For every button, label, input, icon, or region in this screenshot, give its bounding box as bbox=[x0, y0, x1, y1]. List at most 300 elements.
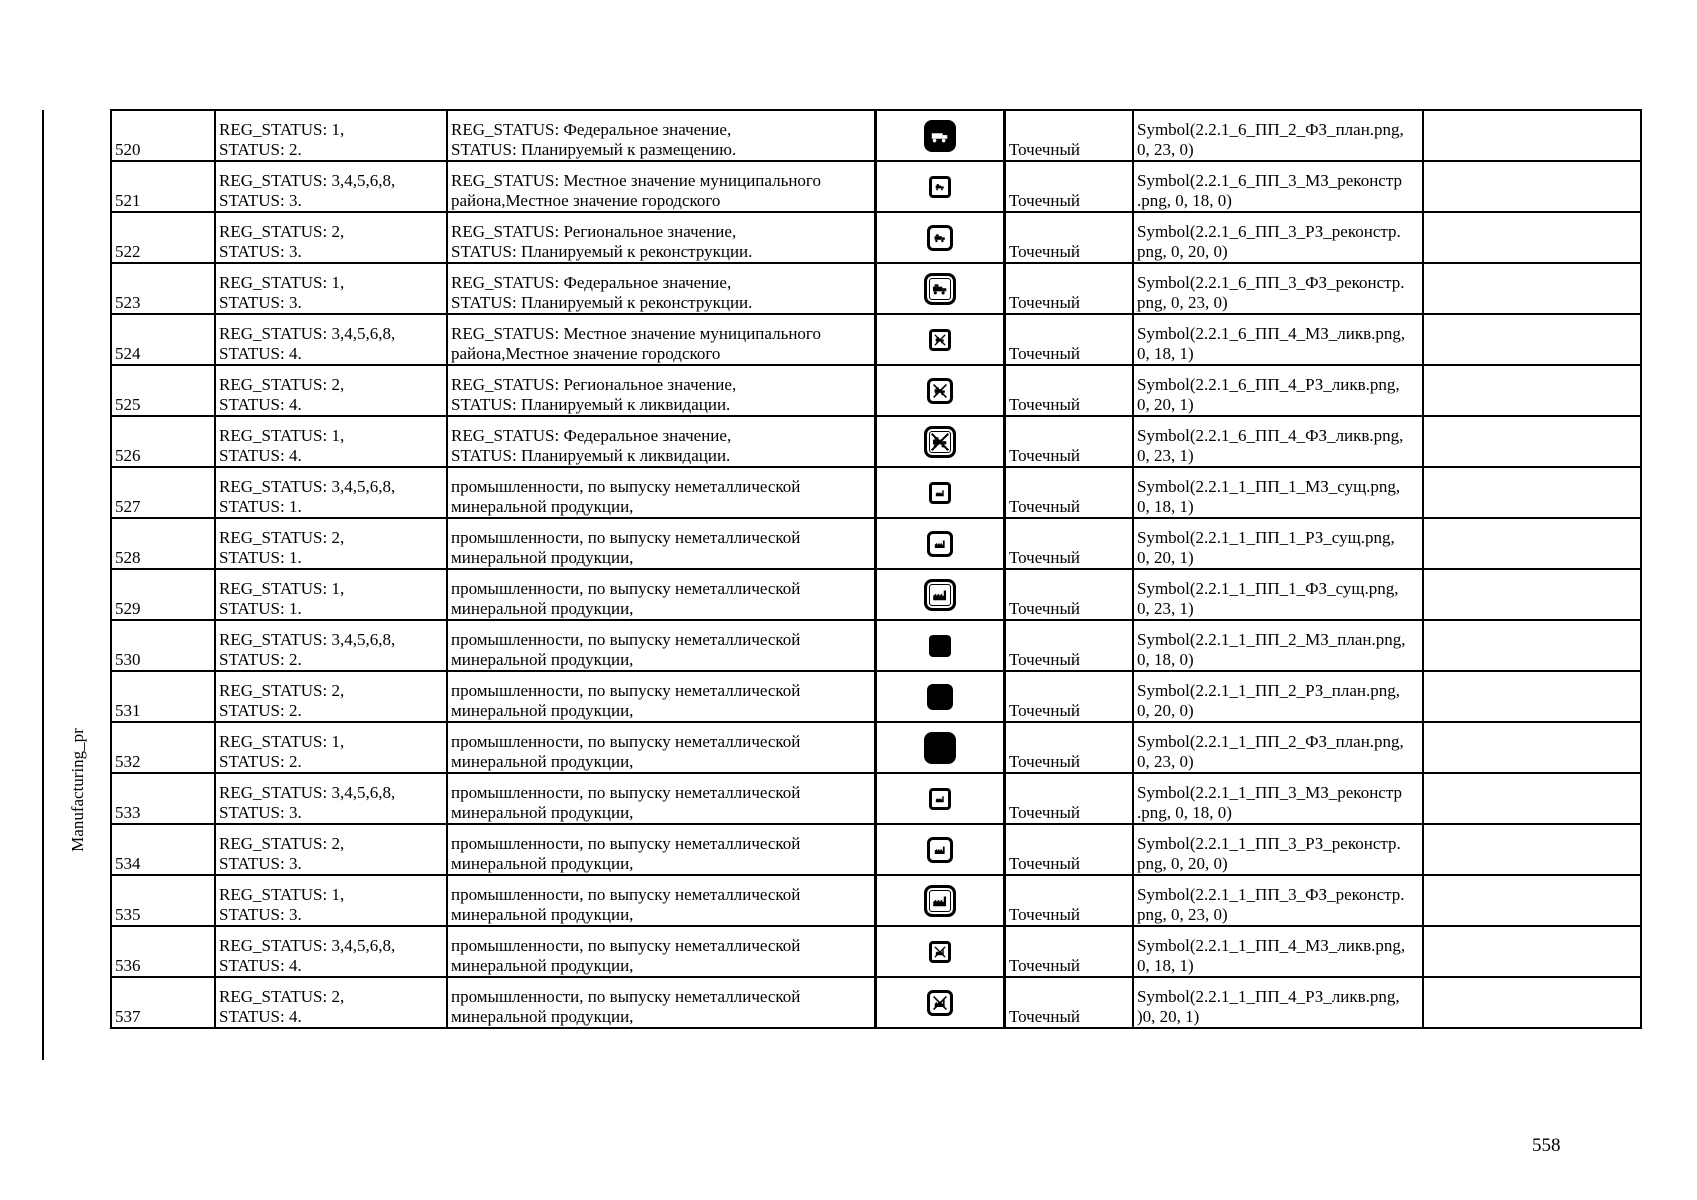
symbol-icon-cell bbox=[876, 875, 1005, 926]
symbol-spec-line-2: .png, 0, 18, 0) bbox=[1137, 191, 1232, 210]
symbol-spec-text bbox=[1137, 171, 1419, 211]
description-text bbox=[451, 630, 871, 670]
description-line-1: промышленности, по выпуску неметаллической bbox=[451, 987, 801, 1006]
description-line-2: района,Местное значение городского bbox=[451, 191, 721, 210]
row-number-cell bbox=[111, 467, 215, 518]
symbol-spec-line-2: 0, 20, 1) bbox=[1137, 395, 1194, 414]
symbol-spec-line-2: 0, 18, 1) bbox=[1137, 956, 1194, 975]
symbol-spec-line-1: Symbol(2.2.1_1_ПП_2_РЗ_план.png, bbox=[1137, 681, 1401, 700]
description-text bbox=[451, 528, 871, 568]
vehicle-liquidation-federal-icon bbox=[924, 426, 956, 458]
row-number: 534 bbox=[115, 854, 141, 873]
symbol-icon-cell bbox=[876, 314, 1005, 365]
description-text bbox=[451, 783, 871, 823]
table-row bbox=[111, 722, 1641, 773]
symbol-spec-cell bbox=[1133, 467, 1423, 518]
symbol-spec-cell bbox=[1133, 875, 1423, 926]
row-number-cell bbox=[111, 161, 215, 212]
row-number: 526 bbox=[115, 446, 141, 465]
row-number: 520 bbox=[115, 140, 141, 159]
codes-cell bbox=[215, 671, 447, 722]
symbol-spec-line-1: Symbol(2.2.1_1_ПП_2_ФЗ_план.png, bbox=[1137, 732, 1404, 751]
description-line-1: промышленности, по выпуску неметаллической bbox=[451, 477, 801, 496]
symbol-icon-cell bbox=[876, 620, 1005, 671]
empty-cell bbox=[1423, 365, 1641, 416]
description-line-1: REG_STATUS: Региональное значение, bbox=[451, 375, 737, 394]
geometry-type: Точечный bbox=[1009, 242, 1081, 261]
empty-cell bbox=[1423, 722, 1641, 773]
table-row bbox=[111, 773, 1641, 824]
codes-cell bbox=[215, 569, 447, 620]
symbol-spec-cell bbox=[1133, 212, 1423, 263]
table-row bbox=[111, 518, 1641, 569]
side-label: Manufacturing_pr bbox=[68, 728, 87, 852]
description-line-2: минеральной продукции, bbox=[451, 548, 634, 567]
geometry-type-cell bbox=[1005, 416, 1134, 467]
symbol-spec-text bbox=[1137, 885, 1419, 925]
factory-reconstruction-local-icon bbox=[929, 788, 951, 810]
symbol-spec-line-2: 0, 23, 1) bbox=[1137, 599, 1194, 618]
description-text bbox=[451, 273, 871, 313]
factory-liquidation-regional-icon bbox=[927, 990, 953, 1016]
codes-line-1: REG_STATUS: 1, bbox=[219, 273, 345, 292]
table-row bbox=[111, 365, 1641, 416]
geometry-type-cell bbox=[1005, 875, 1134, 926]
description-cell bbox=[447, 467, 876, 518]
symbol-spec-cell bbox=[1133, 671, 1423, 722]
geometry-type-cell bbox=[1005, 722, 1134, 773]
geometry-type: Точечный bbox=[1009, 293, 1081, 312]
geometry-type-cell bbox=[1005, 518, 1134, 569]
empty-cell bbox=[1423, 467, 1641, 518]
description-cell bbox=[447, 620, 876, 671]
codes-text bbox=[219, 477, 443, 517]
empty-cell bbox=[1423, 569, 1641, 620]
table-body bbox=[111, 110, 1641, 1028]
symbol-spec-line-1: Symbol(2.2.1_6_ПП_3_МЗ_реконстр bbox=[1137, 171, 1402, 190]
codes-line-2: STATUS: 4. bbox=[219, 1007, 302, 1026]
factory-planned-local-icon bbox=[929, 635, 951, 657]
description-text bbox=[451, 324, 871, 364]
factory-planned-regional-icon bbox=[927, 684, 953, 710]
geometry-type: Точечный bbox=[1009, 803, 1081, 822]
description-line-1: REG_STATUS: Федеральное значение, bbox=[451, 273, 732, 292]
row-number: 521 bbox=[115, 191, 141, 210]
symbol-spec-cell bbox=[1133, 722, 1423, 773]
geometry-type-cell bbox=[1005, 212, 1134, 263]
vehicle-reconstruction-regional-icon bbox=[927, 225, 953, 251]
codes-line-2: STATUS: 1. bbox=[219, 497, 302, 516]
codes-line-2: STATUS: 4. bbox=[219, 956, 302, 975]
symbol-spec-line-2: .png, 0, 18, 0) bbox=[1137, 803, 1232, 822]
codes-line-1: REG_STATUS: 2, bbox=[219, 528, 345, 547]
codes-text bbox=[219, 834, 443, 874]
geometry-type: Точечный bbox=[1009, 956, 1081, 975]
description-line-2: района,Местное значение городского bbox=[451, 344, 721, 363]
description-line-1: REG_STATUS: Федеральное значение, bbox=[451, 120, 732, 139]
codes-line-2: STATUS: 2. bbox=[219, 701, 302, 720]
symbol-spec-cell bbox=[1133, 161, 1423, 212]
codes-cell bbox=[215, 161, 447, 212]
symbol-spec-line-2: png, 0, 20, 0) bbox=[1137, 854, 1228, 873]
symbol-spec-line-2: 0, 18, 0) bbox=[1137, 650, 1194, 669]
description-text bbox=[451, 477, 871, 517]
empty-cell bbox=[1423, 926, 1641, 977]
codes-text bbox=[219, 579, 443, 619]
description-cell bbox=[447, 875, 876, 926]
row-number-cell bbox=[111, 671, 215, 722]
description-text bbox=[451, 885, 871, 925]
description-cell bbox=[447, 161, 876, 212]
description-cell bbox=[447, 212, 876, 263]
symbol-spec-text bbox=[1137, 681, 1419, 721]
description-text bbox=[451, 171, 871, 211]
description-cell bbox=[447, 926, 876, 977]
description-text bbox=[451, 579, 871, 619]
codes-cell bbox=[215, 365, 447, 416]
symbol-spec-cell bbox=[1133, 314, 1423, 365]
symbol-spec-line-2: 0, 23, 0) bbox=[1137, 752, 1194, 771]
description-line-2: минеральной продукции, bbox=[451, 599, 634, 618]
symbol-spec-line-2: 0, 23, 0) bbox=[1137, 140, 1194, 159]
symbol-spec-line-2: 0, 18, 1) bbox=[1137, 497, 1194, 516]
codes-line-2: STATUS: 2. bbox=[219, 752, 302, 771]
empty-cell bbox=[1423, 773, 1641, 824]
symbol-icon-cell bbox=[876, 671, 1005, 722]
symbol-icon-cell bbox=[876, 110, 1005, 161]
symbol-spec-text bbox=[1137, 477, 1419, 517]
row-number-cell bbox=[111, 875, 215, 926]
symbol-table bbox=[110, 109, 1642, 1029]
description-text bbox=[451, 834, 871, 874]
geometry-type-cell bbox=[1005, 365, 1134, 416]
table-row bbox=[111, 926, 1641, 977]
row-number: 529 bbox=[115, 599, 141, 618]
symbol-spec-text bbox=[1137, 426, 1419, 466]
factory-reconstruction-regional-icon bbox=[927, 837, 953, 863]
symbol-icon-cell bbox=[876, 161, 1005, 212]
codes-line-1: REG_STATUS: 1, bbox=[219, 120, 345, 139]
description-text bbox=[451, 120, 871, 160]
empty-cell bbox=[1423, 161, 1641, 212]
codes-line-1: REG_STATUS: 2, bbox=[219, 375, 345, 394]
codes-cell bbox=[215, 467, 447, 518]
row-number-cell bbox=[111, 773, 215, 824]
codes-text bbox=[219, 375, 443, 415]
codes-line-2: STATUS: 4. bbox=[219, 344, 302, 363]
geometry-type: Точечный bbox=[1009, 446, 1081, 465]
geometry-type-cell bbox=[1005, 161, 1134, 212]
codes-text bbox=[219, 120, 443, 160]
symbol-spec-text bbox=[1137, 732, 1419, 772]
symbol-spec-line-1: Symbol(2.2.1_6_ПП_4_МЗ_ликв.png, bbox=[1137, 324, 1406, 343]
codes-line-2: STATUS: 3. bbox=[219, 803, 302, 822]
codes-cell bbox=[215, 773, 447, 824]
empty-cell bbox=[1423, 620, 1641, 671]
description-cell bbox=[447, 416, 876, 467]
description-line-2: STATUS: Планируемый к ликвидации. bbox=[451, 446, 731, 465]
factory-existing-local-icon bbox=[929, 482, 951, 504]
codes-line-1: REG_STATUS: 3,4,5,6,8, bbox=[219, 171, 396, 190]
description-cell bbox=[447, 977, 876, 1028]
geometry-type: Точечный bbox=[1009, 191, 1081, 210]
codes-line-2: STATUS: 3. bbox=[219, 293, 302, 312]
symbol-icon-cell bbox=[876, 263, 1005, 314]
symbol-spec-cell bbox=[1133, 773, 1423, 824]
row-number: 527 bbox=[115, 497, 141, 516]
codes-text bbox=[219, 630, 443, 670]
empty-cell bbox=[1423, 671, 1641, 722]
table-row bbox=[111, 212, 1641, 263]
table-row bbox=[111, 875, 1641, 926]
codes-text bbox=[219, 273, 443, 313]
description-cell bbox=[447, 722, 876, 773]
factory-planned-federal-icon bbox=[924, 732, 956, 764]
codes-line-1: REG_STATUS: 3,4,5,6,8, bbox=[219, 477, 396, 496]
geometry-type: Точечный bbox=[1009, 752, 1081, 771]
description-line-2: минеральной продукции, bbox=[451, 752, 634, 771]
codes-line-2: STATUS: 2. bbox=[219, 140, 302, 159]
description-line-1: промышленности, по выпуску неметаллической bbox=[451, 732, 801, 751]
description-cell bbox=[447, 773, 876, 824]
description-line-2: минеральной продукции, bbox=[451, 1007, 634, 1026]
empty-cell bbox=[1423, 875, 1641, 926]
description-line-1: промышленности, по выпуску неметаллической bbox=[451, 834, 801, 853]
table-row bbox=[111, 161, 1641, 212]
symbol-spec-line-2: png, 0, 23, 0) bbox=[1137, 293, 1228, 312]
vehicle-planned-federal-icon bbox=[924, 120, 956, 152]
symbol-spec-line-1: Symbol(2.2.1_6_ПП_4_РЗ_ликв.png, bbox=[1137, 375, 1400, 394]
symbol-icon-cell bbox=[876, 569, 1005, 620]
row-number: 525 bbox=[115, 395, 141, 414]
symbol-spec-text bbox=[1137, 630, 1419, 670]
symbol-icon-cell bbox=[876, 773, 1005, 824]
symbol-icon-cell bbox=[876, 722, 1005, 773]
symbol-spec-text bbox=[1137, 273, 1419, 313]
codes-line-1: REG_STATUS: 1, bbox=[219, 426, 345, 445]
table-row bbox=[111, 977, 1641, 1028]
codes-line-2: STATUS: 1. bbox=[219, 548, 302, 567]
empty-cell bbox=[1423, 314, 1641, 365]
description-line-2: минеральной продукции, bbox=[451, 803, 634, 822]
row-number-cell bbox=[111, 977, 215, 1028]
row-number-cell bbox=[111, 110, 215, 161]
codes-text bbox=[219, 681, 443, 721]
description-line-1: промышленности, по выпуску неметаллической bbox=[451, 936, 801, 955]
symbol-spec-line-1: Symbol(2.2.1_6_ПП_3_РЗ_реконстр. bbox=[1137, 222, 1401, 241]
symbol-icon-cell bbox=[876, 365, 1005, 416]
codes-line-1: REG_STATUS: 1, bbox=[219, 732, 345, 751]
geometry-type: Точечный bbox=[1009, 599, 1081, 618]
codes-text bbox=[219, 222, 443, 262]
symbol-spec-cell bbox=[1133, 620, 1423, 671]
symbol-spec-text bbox=[1137, 987, 1419, 1027]
symbol-icon-cell bbox=[876, 824, 1005, 875]
description-cell bbox=[447, 569, 876, 620]
symbol-spec-line-1: Symbol(2.2.1_1_ПП_3_РЗ_реконстр. bbox=[1137, 834, 1401, 853]
description-line-2: STATUS: Планируемый к реконструкции. bbox=[451, 242, 753, 261]
description-line-2: минеральной продукции, bbox=[451, 701, 634, 720]
description-line-1: REG_STATUS: Федеральное значение, bbox=[451, 426, 732, 445]
codes-text bbox=[219, 936, 443, 976]
empty-cell bbox=[1423, 518, 1641, 569]
codes-line-2: STATUS: 1. bbox=[219, 599, 302, 618]
geometry-type-cell bbox=[1005, 569, 1134, 620]
symbol-icon-cell bbox=[876, 518, 1005, 569]
row-number: 522 bbox=[115, 242, 141, 261]
margin-line bbox=[42, 110, 44, 1060]
row-number-cell bbox=[111, 620, 215, 671]
description-cell bbox=[447, 365, 876, 416]
factory-liquidation-local-icon bbox=[929, 941, 951, 963]
codes-cell bbox=[215, 212, 447, 263]
codes-cell bbox=[215, 263, 447, 314]
description-line-1: REG_STATUS: Местное значение муниципального bbox=[451, 324, 821, 343]
symbol-spec-line-2: 0, 23, 1) bbox=[1137, 446, 1194, 465]
description-line-2: минеральной продукции, bbox=[451, 905, 634, 924]
geometry-type: Точечный bbox=[1009, 1007, 1081, 1026]
description-line-1: промышленности, по выпуску неметаллической bbox=[451, 885, 801, 904]
row-number-cell bbox=[111, 518, 215, 569]
codes-line-1: REG_STATUS: 3,4,5,6,8, bbox=[219, 324, 396, 343]
description-line-1: промышленности, по выпуску неметаллической bbox=[451, 579, 801, 598]
symbol-spec-line-1: Symbol(2.2.1_1_ПП_1_ФЗ_сущ.png, bbox=[1137, 579, 1399, 598]
description-cell bbox=[447, 518, 876, 569]
description-line-1: промышленности, по выпуску неметаллической bbox=[451, 681, 801, 700]
table-row bbox=[111, 824, 1641, 875]
symbol-icon-cell bbox=[876, 977, 1005, 1028]
geometry-type: Точечный bbox=[1009, 140, 1081, 159]
geometry-type-cell bbox=[1005, 977, 1134, 1028]
symbol-spec-cell bbox=[1133, 977, 1423, 1028]
geometry-type-cell bbox=[1005, 263, 1134, 314]
codes-cell bbox=[215, 416, 447, 467]
symbol-spec-cell bbox=[1133, 518, 1423, 569]
empty-cell bbox=[1423, 263, 1641, 314]
symbol-spec-line-2: png, 0, 20, 0) bbox=[1137, 242, 1228, 261]
codes-cell bbox=[215, 314, 447, 365]
row-number: 536 bbox=[115, 956, 141, 975]
codes-text bbox=[219, 324, 443, 364]
description-line-1: промышленности, по выпуску неметаллической bbox=[451, 630, 801, 649]
geometry-type-cell bbox=[1005, 926, 1134, 977]
codes-cell bbox=[215, 926, 447, 977]
empty-cell bbox=[1423, 110, 1641, 161]
symbol-spec-text bbox=[1137, 375, 1419, 415]
symbol-spec-text bbox=[1137, 579, 1419, 619]
codes-line-1: REG_STATUS: 2, bbox=[219, 834, 345, 853]
symbol-spec-cell bbox=[1133, 263, 1423, 314]
vehicle-reconstruction-local-icon bbox=[929, 176, 951, 198]
row-number-cell bbox=[111, 365, 215, 416]
geometry-type-cell bbox=[1005, 824, 1134, 875]
codes-line-1: REG_STATUS: 3,4,5,6,8, bbox=[219, 630, 396, 649]
empty-cell bbox=[1423, 416, 1641, 467]
row-number: 530 bbox=[115, 650, 141, 669]
geometry-type: Точечный bbox=[1009, 548, 1081, 567]
row-number: 528 bbox=[115, 548, 141, 567]
description-line-2: STATUS: Планируемый к ликвидации. bbox=[451, 395, 731, 414]
description-text bbox=[451, 681, 871, 721]
row-number: 535 bbox=[115, 905, 141, 924]
description-line-2: минеральной продукции, bbox=[451, 956, 634, 975]
symbol-spec-text bbox=[1137, 528, 1419, 568]
codes-line-2: STATUS: 3. bbox=[219, 854, 302, 873]
vehicle-reconstruction-federal-icon bbox=[924, 273, 956, 305]
description-text bbox=[451, 375, 871, 415]
symbol-spec-cell bbox=[1133, 569, 1423, 620]
empty-cell bbox=[1423, 212, 1641, 263]
symbol-spec-line-2: 0, 20, 1) bbox=[1137, 548, 1194, 567]
symbol-spec-text bbox=[1137, 936, 1419, 976]
row-number-cell bbox=[111, 314, 215, 365]
codes-cell bbox=[215, 824, 447, 875]
symbol-spec-line-1: Symbol(2.2.1_1_ПП_3_МЗ_реконстр bbox=[1137, 783, 1402, 802]
description-line-2: минеральной продукции, bbox=[451, 854, 634, 873]
row-number: 524 bbox=[115, 344, 141, 363]
symbol-spec-line-1: Symbol(2.2.1_1_ПП_4_МЗ_ликв.png, bbox=[1137, 936, 1406, 955]
geometry-type: Точечный bbox=[1009, 650, 1081, 669]
description-line-1: REG_STATUS: Региональное значение, bbox=[451, 222, 737, 241]
codes-line-2: STATUS: 4. bbox=[219, 446, 302, 465]
row-number-cell bbox=[111, 824, 215, 875]
geometry-type: Точечный bbox=[1009, 497, 1081, 516]
geometry-type: Точечный bbox=[1009, 395, 1081, 414]
codes-cell bbox=[215, 620, 447, 671]
row-number: 531 bbox=[115, 701, 141, 720]
description-cell bbox=[447, 314, 876, 365]
codes-text bbox=[219, 528, 443, 568]
description-text bbox=[451, 732, 871, 772]
row-number-cell bbox=[111, 416, 215, 467]
table-row bbox=[111, 569, 1641, 620]
row-number-cell bbox=[111, 212, 215, 263]
empty-cell bbox=[1423, 824, 1641, 875]
description-line-1: REG_STATUS: Местное значение муниципального bbox=[451, 171, 821, 190]
description-cell bbox=[447, 110, 876, 161]
codes-text bbox=[219, 171, 443, 211]
symbol-icon-cell bbox=[876, 926, 1005, 977]
geometry-type-cell bbox=[1005, 314, 1134, 365]
table-row bbox=[111, 110, 1641, 161]
codes-line-1: REG_STATUS: 1, bbox=[219, 885, 345, 904]
symbol-spec-line-2: )0, 20, 1) bbox=[1137, 1007, 1200, 1026]
codes-line-2: STATUS: 3. bbox=[219, 905, 302, 924]
description-cell bbox=[447, 824, 876, 875]
symbol-spec-line-2: png, 0, 23, 0) bbox=[1137, 905, 1228, 924]
symbol-spec-text bbox=[1137, 222, 1419, 262]
codes-cell bbox=[215, 722, 447, 773]
table-row bbox=[111, 416, 1641, 467]
symbol-icon-cell bbox=[876, 212, 1005, 263]
description-line-1: промышленности, по выпуску неметаллической bbox=[451, 528, 801, 547]
description-line-2: STATUS: Планируемый к размещению. bbox=[451, 140, 737, 159]
description-text bbox=[451, 987, 871, 1027]
codes-line-1: REG_STATUS: 2, bbox=[219, 222, 345, 241]
symbol-spec-line-1: Symbol(2.2.1_1_ПП_1_РЗ_сущ.png, bbox=[1137, 528, 1395, 547]
symbol-spec-line-1: Symbol(2.2.1_6_ПП_2_ФЗ_план.png, bbox=[1137, 120, 1404, 139]
table-row bbox=[111, 620, 1641, 671]
table-row bbox=[111, 671, 1641, 722]
codes-line-1: REG_STATUS: 1, bbox=[219, 579, 345, 598]
table-row bbox=[111, 263, 1641, 314]
factory-existing-federal-icon bbox=[924, 579, 956, 611]
codes-line-2: STATUS: 3. bbox=[219, 191, 302, 210]
row-number: 537 bbox=[115, 1007, 141, 1026]
geometry-type: Точечный bbox=[1009, 854, 1081, 873]
table-row bbox=[111, 467, 1641, 518]
vehicle-liquidation-local-icon bbox=[929, 329, 951, 351]
